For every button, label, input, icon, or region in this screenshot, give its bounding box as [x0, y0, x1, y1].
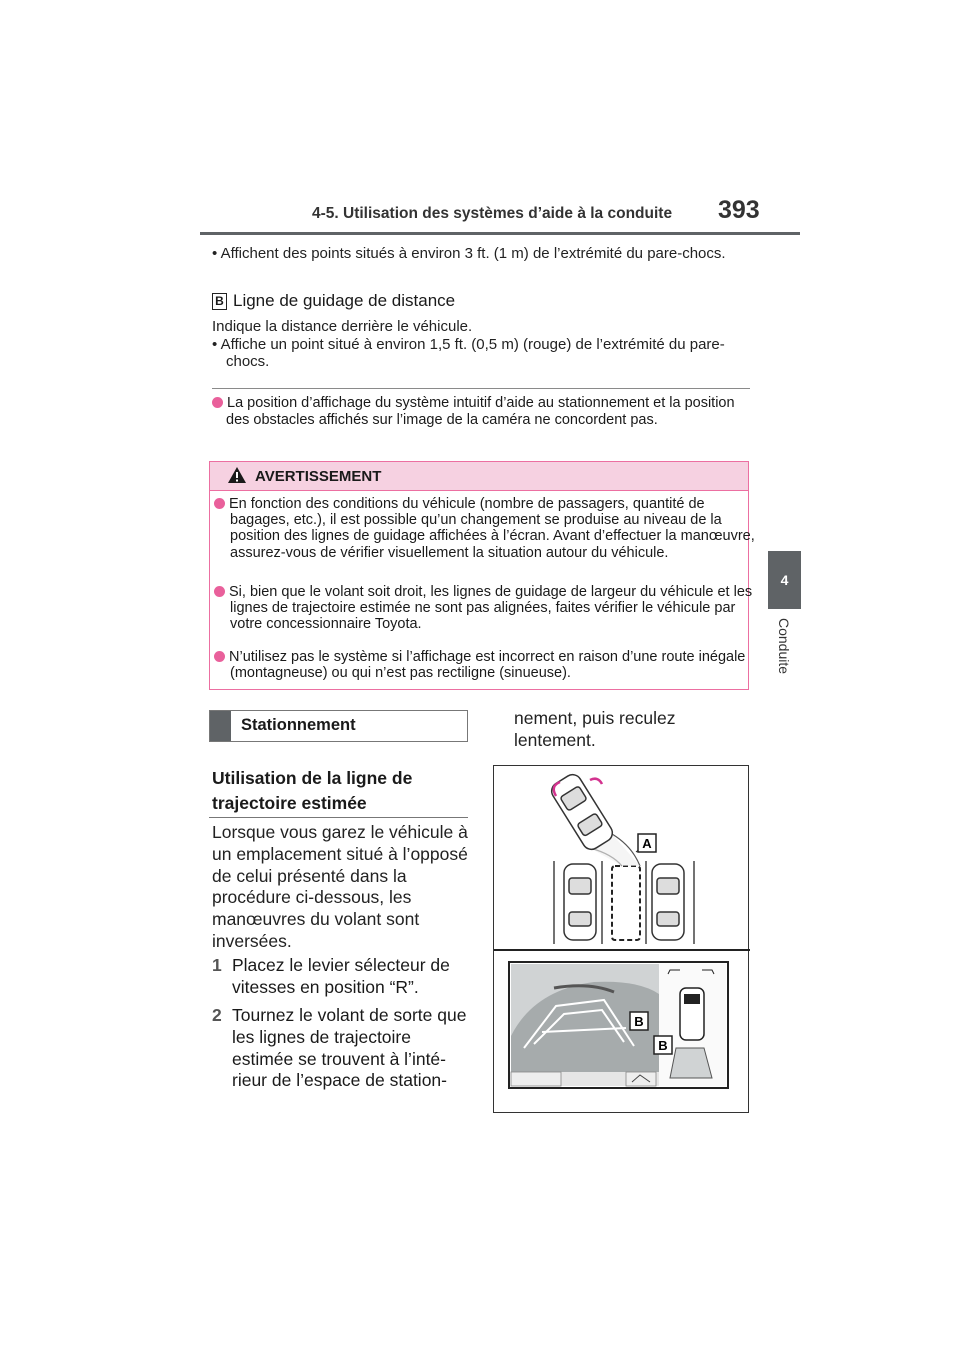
warning-box: [209, 461, 755, 690]
section-title-bar: [209, 710, 468, 742]
warning-item: Si, bien que le volant soit droit, les lignes de guidage de largeur du véhicule et les lignes de trajectoire estimée ne sont pas alignées, faites vérifier le véhicule par votre concessionnaire Toyota.: [214, 584, 758, 633]
note: [212, 395, 756, 428]
note-rule: [212, 388, 750, 389]
step-2: [212, 1005, 472, 1092]
intro-paragraph: Lorsque vous garez le véhicule à un emplacement situé à l’opposé de celui présenté dans la procédure ci-dessous, les manœuvres du volant sont inversées.: [212, 822, 468, 951]
parking-diagram: [494, 766, 750, 1114]
step-1: [212, 955, 472, 999]
guide-b-description-block: [212, 318, 752, 371]
parked-car-left: [564, 864, 596, 940]
header-rule: [200, 232, 800, 235]
subsection-rule: [209, 817, 468, 818]
figure-label-a: A: [642, 836, 652, 851]
step-2-continuation: nement, puis reculez lentement.: [514, 708, 676, 750]
warning-dot-icon: [214, 498, 225, 509]
guide-b-bullet: • Affiche un point situé à environ 1,5 ft. (0,5 m) (rouge) de l’extrémité du pare-chocs.: [212, 335, 725, 370]
subsection-title: Utilisation de la ligne de trajectoire estimée: [212, 768, 413, 813]
step-text: Placez le levier sélecteur de vitesses en position “R”.: [232, 955, 450, 997]
warning-triangle-icon: [227, 466, 247, 484]
section-header: 4-5. Utilisation des systèmes d’aide à la conduite: [312, 205, 673, 222]
note-text: La position d’affichage du système intuitif d’aide au stationnement et la position des obstacles affichés sur l’image de la caméra ne concordent pas.: [226, 395, 735, 428]
warning-dot-icon: [214, 651, 225, 662]
chapter-label: Conduite: [776, 618, 792, 675]
section-title-marker: [210, 711, 231, 741]
label-b-box: B: [212, 293, 227, 310]
warning-item: N’utilisez pas le système si l’affichage est incorrect en raison d’une route inégale (montagneuse) ou qui n’est pas rectiligne (sinueuse).: [214, 649, 758, 681]
chapter-tab: 4: [768, 551, 801, 609]
parked-car-right: [652, 864, 684, 940]
figure-label-b: B: [658, 1038, 668, 1053]
step-text: Tournez le volant de sorte que les lignes de trajectoire estimée se trouvent à l’inté-rieur de l’espace de station-: [232, 1005, 467, 1091]
step-number: 2: [212, 1005, 222, 1025]
guide-b-heading: [212, 291, 455, 311]
warning-header: [210, 462, 748, 491]
page-number: 393: [718, 196, 760, 224]
figure-label-b: B: [634, 1014, 644, 1029]
guide-b-description: Indique la distance derrière le véhicule.: [212, 318, 473, 335]
step-number: 1: [212, 955, 222, 975]
warning-item: En fonction des conditions du véhicule (nombre de passagers, quantité de bagages, etc.), il est possible qu’un changement se produise au niveau de la position des lignes de guidage affichées à l’écran. Avant d’effectuer la manœuvre, assurez-vous de vérifier visuellement la situation autour du véhicule.: [214, 496, 758, 561]
parking-illustration: [493, 765, 749, 1113]
warning-dot-icon: [214, 586, 225, 597]
section-title: Stationnement: [241, 716, 356, 734]
distance-bullet-a: • Affichent des points situés à environ 3 ft. (1 m) de l’extrémité du pare-chocs.: [212, 245, 726, 262]
warning-title: AVERTISSEMENT: [255, 468, 382, 485]
guide-b-title: Ligne de guidage de distance: [233, 291, 456, 310]
note-dot-icon: [212, 397, 223, 408]
